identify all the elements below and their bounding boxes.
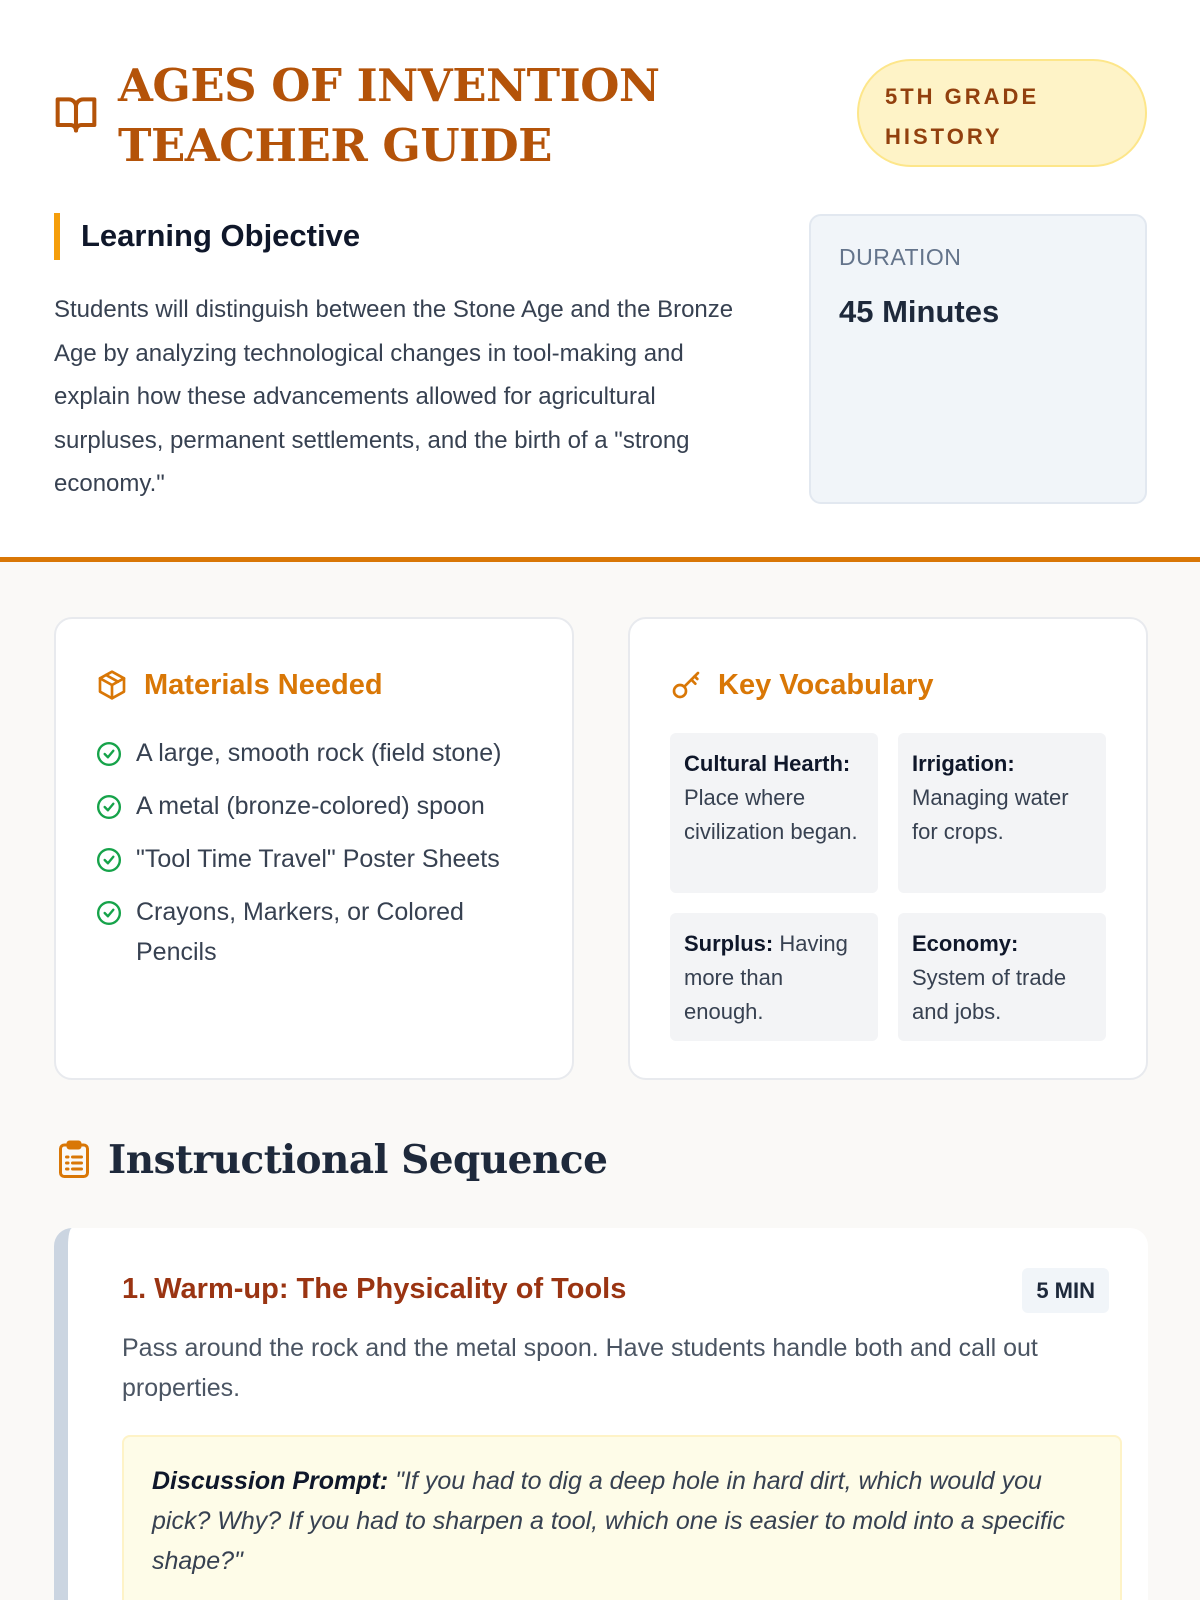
check-circle-icon [96, 847, 122, 873]
vocab-term [670, 913, 878, 1041]
clipboard-list-icon [56, 1140, 92, 1180]
book-open-icon [54, 92, 98, 136]
objective-text: Students will distinguish between the Stone Age and the Bronze Age by analyzing technological changes in tool-making and explain how these advancements allowed for agricultural surpluses, permanent settlements, and the birth of a "strong economy." [54, 296, 734, 497]
page-title: AGES OF INVENTION TEACHER GUIDE [118, 59, 660, 172]
material-label: A metal (bronze-colored) spoon [136, 792, 485, 820]
check-circle-icon [96, 900, 122, 926]
list-item [96, 733, 546, 773]
vocab-term-definition: Having more than enough. [684, 931, 848, 1024]
vocab-term-definition: Place where civilization began. [684, 785, 858, 844]
vocabulary-card [628, 617, 1148, 1080]
vocab-term-name: Surplus: [684, 931, 774, 956]
package-icon [96, 669, 128, 701]
materials-list [96, 733, 546, 985]
header-section [0, 0, 1200, 562]
duration-box [809, 214, 1147, 504]
objective-heading: Learning Objective [81, 218, 361, 253]
material-label: Crayons, Markers, or Colored Pencils [136, 898, 464, 966]
step-time-badge: 5 MIN [1022, 1268, 1109, 1313]
vocab-term [670, 733, 878, 893]
vocab-term-definition: Managing water for crops. [912, 785, 1069, 844]
duration-label: DURATION [839, 244, 962, 270]
materials-card [54, 617, 574, 1080]
vocab-term-name: Cultural Hearth: [684, 751, 851, 776]
discussion-prompt-label: Discussion Prompt: [152, 1467, 389, 1495]
list-item [96, 839, 546, 879]
check-circle-icon [96, 741, 122, 767]
vocab-term [898, 913, 1106, 1041]
materials-title: Materials Needed [144, 669, 383, 701]
step-text: Pass around the rock and the metal spoon. Have students handle both and call out properties. [122, 1334, 1038, 1402]
check-circle-icon [96, 794, 122, 820]
list-item [96, 786, 546, 826]
material-label: A large, smooth rock (field stone) [136, 739, 502, 767]
objective-accent-bar [54, 213, 60, 260]
vocab-term [898, 733, 1106, 893]
key-icon [670, 669, 702, 701]
subject-badge-line: HISTORY [885, 124, 1003, 149]
step-title: 1. Warm-up: The Physicality of Tools [122, 1273, 627, 1305]
grade-badge [857, 59, 1147, 167]
discussion-prompt-text: "If you had to dig a deep hole in hard dirt, which would you pick? Why? If you had to sharpen a tool, which one is easier to mold into a specific shape?" [152, 1467, 1065, 1575]
sequence-heading: Instructional Sequence [108, 1137, 608, 1183]
vocabulary-title: Key Vocabulary [718, 669, 934, 701]
vocab-term-definition: System of trade and jobs. [912, 965, 1067, 1024]
vocab-term-name: Economy: [912, 931, 1019, 956]
material-label: "Tool Time Travel" Poster Sheets [136, 845, 500, 873]
step-card [54, 1228, 1148, 1600]
duration-value: 45 Minutes [839, 294, 1000, 329]
vocab-term-name: Irrigation: [912, 751, 1015, 776]
grade-badge-line: 5TH GRADE [885, 84, 1040, 109]
discussion-prompt [122, 1435, 1122, 1600]
list-item [96, 892, 546, 972]
